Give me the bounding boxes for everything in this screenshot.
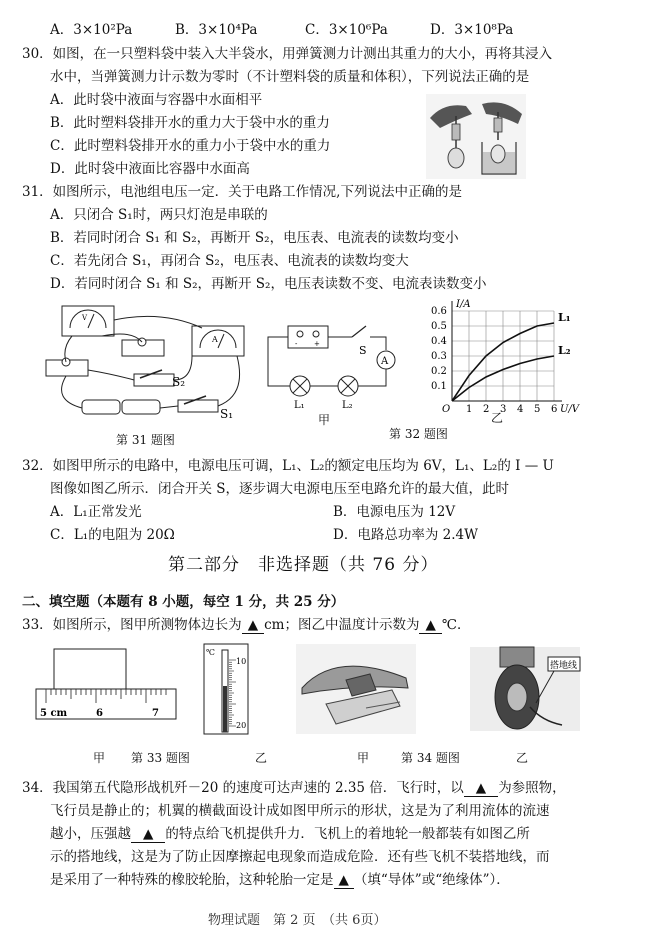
fig32-schematic [262, 320, 412, 420]
chart-x-tick-label: 6 [551, 404, 558, 415]
q30-illustration [426, 94, 526, 179]
q34-line5-pre: 是采用了一种特殊的橡胶轮胎，这种轮胎一定是 [50, 872, 334, 888]
fig33-thermo-label-20: 20 [236, 721, 247, 730]
q34-line3 [50, 828, 530, 843]
q32-stem-line1: 32．如图甲所示的电路中，电源电压可调，L₁、L₂的额定电压均为 6V，L₁、L₂的 I — U [22, 458, 554, 474]
svg-text:-: - [295, 340, 298, 348]
chart-origin-label: O [442, 404, 451, 415]
chart-y-tick-label: 0.1 [431, 381, 447, 392]
fig33-mercury-column [223, 686, 227, 732]
q31-stem: 31．如图所示，电池组电压一定．关于电路工作情况,下列说法中正确的是 [22, 184, 462, 200]
q34-line3-pre: 越小，压强越 [50, 826, 131, 842]
fig31-switch-s2-label: S₂ [172, 375, 186, 389]
section2-title: 二、填空题（本题有 8 小题，每空 1 分，共 25 分） [22, 594, 345, 610]
q33-blank-2[interactable]: ▲ [419, 619, 441, 634]
q34-line2: 飞行员是静止的；机翼的横截面设计成如图甲所示的形状，这是为了利用流体的流速 [50, 803, 550, 819]
fig32-label-l1: L₁ [294, 400, 305, 411]
chart-y-tick-label: 0.5 [431, 321, 447, 332]
fig32-switch-label: S [359, 344, 367, 357]
fig32-label-yi: 乙 [491, 411, 504, 425]
q33-stem-post: ℃． [441, 617, 471, 633]
q32-option-d: D．电路总功率为 2.4W [333, 527, 478, 543]
page-footer: 物理试题 第 2 页 （共 6页） [208, 913, 387, 928]
fig31-switch-s2-base [134, 374, 174, 386]
fig31-voltmeter-label: V [82, 314, 88, 322]
fig33-ruler-label-6: 6 [96, 708, 103, 719]
fig31-switch-s1-base [178, 400, 218, 412]
q34-line1-post: 为参照物， [498, 780, 566, 796]
q33-blank-1[interactable]: ▲ [242, 619, 264, 634]
q30-option-d: D．此时袋中液面比容器中水面高 [50, 161, 250, 177]
chart-y-axis-label: I/A [456, 299, 471, 310]
fig31-battery-1 [82, 400, 120, 414]
q29-option-d: D．3×10⁸Pa [430, 22, 514, 38]
q31-option-b: B．若同时闭合 S₁ 和 S₂，再断开 S₂，电压表、电流表的读数均变小 [50, 230, 459, 246]
fig33-ruler [36, 645, 176, 725]
fig34-wing [296, 644, 416, 734]
fig33-measured-object [54, 649, 126, 689]
fig32-caption: 第 32 题图 [389, 427, 448, 441]
q32-option-c: C．L₁的电阻为 20Ω [50, 527, 175, 543]
chart-x-axis-label: U/V [560, 404, 580, 415]
chart-series-label-1: L₁ [558, 311, 571, 324]
fig33-thermo-label-10: 10 [236, 657, 247, 666]
chart-y-tick-label: 0.6 [431, 306, 447, 317]
part2-title: 第二部分 非选择题（共 76 分） [168, 555, 439, 575]
q33-stem-pre: 33．如图所示，图甲所测物体边长为 [22, 617, 242, 633]
chart-x-tick-label: 2 [483, 404, 490, 415]
fig33-label-yi: 乙 [255, 751, 268, 765]
q31-option-a: A．只闭合 S₁时，两只灯泡是串联的 [50, 207, 268, 223]
q29-option-a: A．3×10²Pa [50, 22, 133, 38]
fig32-power-supply [288, 326, 328, 348]
q33-stem [22, 619, 470, 634]
q30-option-c: C．此时塑料袋排开水的重力小于袋中水的重力 [50, 138, 331, 154]
fig33-caption: 第 33 题图 [131, 751, 190, 765]
q29-option-b: B．3×10⁴Pa [175, 22, 258, 38]
fig31-caption: 第 31 题图 [116, 433, 175, 447]
fig34-caption: 第 34 题图 [401, 751, 460, 765]
chart-y-tick-label: 0.3 [431, 351, 447, 362]
q32-option-b: B．电源电压为 12V [333, 504, 456, 520]
fig34-label-yi: 乙 [516, 751, 529, 765]
fig33-ruler-label-7: 7 [152, 708, 159, 719]
fig34-label-jia: 甲 [357, 751, 370, 765]
q30-stem-line1: 30．如图，在一只塑料袋中装入大半袋水，用弹簧测力计测出其重力的大小，再将其浸入 [22, 46, 553, 62]
fig33-thermo-unit: ℃ [206, 648, 215, 657]
fig33-thermometer [202, 642, 252, 736]
q34-blank-3[interactable]: ▲ [334, 874, 354, 889]
q30-option-b: B．此时塑料袋排开水的重力大于袋中水的重力 [50, 115, 330, 131]
q32-stem-line2: 图像如图乙所示．闭合开关 S，逐步调大电源电压至电路允许的最大值，此时 [50, 481, 510, 497]
q32-option-a: A．L₁正常发光 [50, 504, 142, 520]
q29-option-c: C．3×10⁶Pa [305, 22, 388, 38]
fig31-switch-s1-label: S₁ [220, 407, 234, 421]
q31-option-d: D．若同时闭合 S₁ 和 S₂，再断开 S₂，电压表读数不变、电流表读数变小 [50, 276, 487, 292]
fig32-iu-chart [420, 295, 580, 425]
fig31-circuit [42, 300, 257, 425]
chart-y-tick-label: 0.4 [431, 336, 447, 347]
q34-line1-pre: 34．我国第五代隐形战机歼－20 的速度可达声速的 2.35 倍．飞行时，以 [22, 780, 464, 796]
q34-line4: 示的搭地线，这是为了防止因摩擦起电现象而造成危险．还有些飞机不装搭地线，而 [50, 849, 550, 865]
fig31-battery-2 [122, 400, 160, 414]
q34-blank-2[interactable]: ▲ [131, 828, 165, 843]
fig32-label-l2: L₂ [342, 400, 353, 411]
fig31-ammeter-label: A [212, 335, 218, 344]
q34-line5 [50, 874, 510, 889]
chart-x-tick-label: 5 [534, 404, 541, 415]
fig34-wheel [470, 647, 580, 731]
chart-x-tick-label: 3 [500, 404, 507, 415]
chart-x-tick-label: 4 [517, 404, 524, 415]
q34-blank-1[interactable]: ▲ [464, 782, 498, 797]
q34-line5-post: （填“导体”或“绝缘体”）． [353, 872, 510, 888]
q34-line1 [22, 782, 566, 797]
fig32-ammeter-label: A [381, 356, 389, 367]
q34-line3-post: 的特点给飞机提供升力．飞机上的着地轮一般都装有如图乙所 [165, 826, 530, 842]
svg-text:+: + [314, 340, 320, 348]
chart-x-tick-label: 1 [466, 404, 473, 415]
q31-option-c: C．若先闭合 S₁，再闭合 S₂，电压表、电流表的读数均变大 [50, 253, 409, 269]
fig33-label-jia: 甲 [93, 751, 106, 765]
chart-y-tick-label: 0.2 [431, 366, 447, 377]
q30-stem-line2: 水中，当弹簧测力计示数为零时（不计塑料袋的质量和体积），下列说法正确的是 [50, 69, 530, 85]
q33-stem-mid: cm；图乙中温度计示数为 [264, 617, 420, 633]
fig33-ruler-label-5: 5 cm [40, 708, 68, 719]
fig34-ground-wire-label: 搭地线 [550, 661, 578, 671]
q30-option-a: A．此时袋中液面与容器中水面相平 [50, 92, 263, 108]
fig32-label-jia: 甲 [318, 413, 331, 427]
chart-series-label-2: L₂ [558, 344, 571, 357]
